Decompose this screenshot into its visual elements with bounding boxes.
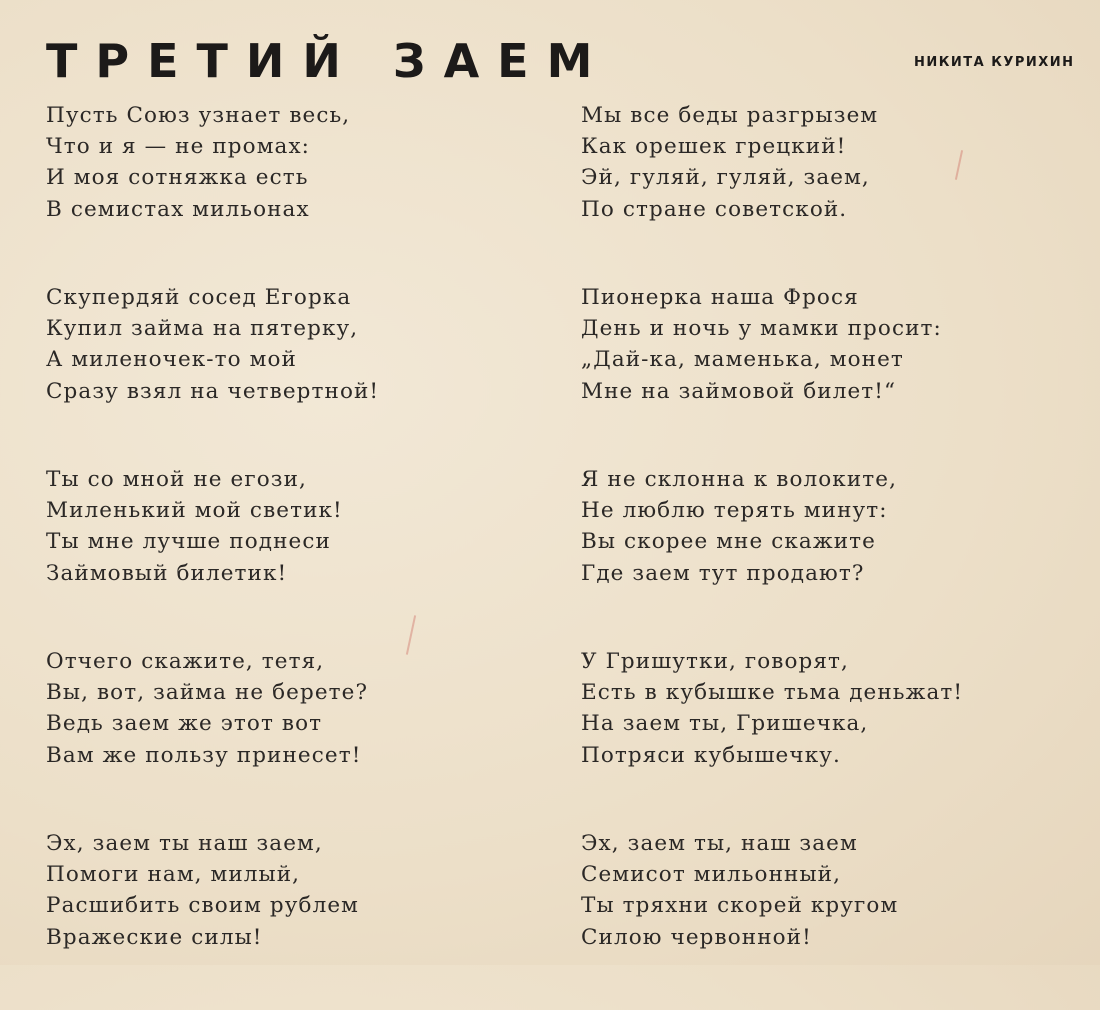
stanza [46, 282, 516, 464]
poem-line: Есть в кубышке тьма деньжат! [581, 680, 964, 706]
poem-line: Я не склонна к волоките, [581, 467, 898, 492]
poem-line: В семистах мильонах [46, 196, 310, 222]
poem-line: Миленький мой светик! [46, 498, 343, 524]
poem-line: На заем ты, Гришечка, [581, 711, 869, 737]
poem-line: Скупердяй сосед Егорка [46, 285, 352, 310]
poem-line: Купил займа на пятерку, [46, 316, 359, 342]
stanza [581, 282, 1051, 464]
poem-line: Ты тряхни скорей кругом [581, 893, 899, 919]
poem-line: Что и я — не промах: [46, 134, 311, 160]
poem-line: Вам же пользу принесет! [46, 742, 362, 768]
poem-line: Помоги нам, милый, [46, 862, 301, 888]
poem-line: День и ночь у мамки просит: [581, 316, 942, 342]
poem-line: Эх, заем ты наш заем, [46, 831, 323, 856]
poem-line: Ты мне лучше поднеси [46, 529, 331, 555]
stanza [581, 828, 1051, 1010]
poem-line: По стране советской. [581, 196, 848, 222]
poem-line: Не люблю терять минут: [581, 498, 888, 524]
poem-line: Вы скорее мне скажите [581, 529, 876, 555]
stanza [581, 100, 1051, 282]
stanza [46, 828, 516, 1010]
poem-column-left [46, 100, 516, 1010]
poem-line: Потряси кубышечку. [581, 742, 841, 768]
poem-line: Где заем тут продают? [581, 560, 865, 586]
poem-line: Вражеские силы! [46, 924, 263, 950]
poem-line: Займовый билетик! [46, 560, 288, 586]
poem-title: ТРЕТИЙ ЗАЕМ [46, 34, 611, 88]
poem-line: „Дай-ка, маменька, монет [581, 347, 904, 373]
author-name: НИКИТА КУРИХИН [914, 55, 1075, 70]
poem-line: И моя сотняжка есть [46, 165, 309, 191]
poem-line: Отчего скажите, тетя, [46, 649, 325, 674]
poem-line: Сразу взял на четвертной! [46, 378, 380, 404]
poem-line: Мне на займовой билет!“ [581, 378, 897, 404]
poem-line: Вы, вот, займа не берете? [46, 680, 369, 706]
poem-line: Силою червонной! [581, 924, 812, 950]
stanza [46, 464, 516, 646]
stanza [581, 464, 1051, 646]
poem-column-right [581, 100, 1051, 1010]
poem-line: Ведь заем же этот вот [46, 711, 323, 737]
poem-line: Пионерка наша Фрося [581, 285, 859, 310]
stanza [46, 646, 516, 828]
poem-line: Расшибить своим рублем [46, 893, 359, 919]
poem-line: Как орешек грецкий! [581, 134, 847, 160]
poem-line: Семисот мильонный, [581, 862, 842, 888]
poem-line: Ты со мной не егози, [46, 467, 307, 492]
poem-line: А миленочек-то мой [46, 347, 297, 373]
poem-line: У Гришутки, говорят, [581, 649, 849, 674]
poem-line: Эй, гуляй, гуляй, заем, [581, 165, 870, 191]
stanza [581, 646, 1051, 828]
poem-line: Мы все беды разгрызем [581, 103, 879, 128]
stanza [46, 100, 516, 282]
poem-line: Эх, заем ты, наш заем [581, 831, 858, 856]
poem-line: Пусть Союз узнает весь, [46, 103, 351, 128]
